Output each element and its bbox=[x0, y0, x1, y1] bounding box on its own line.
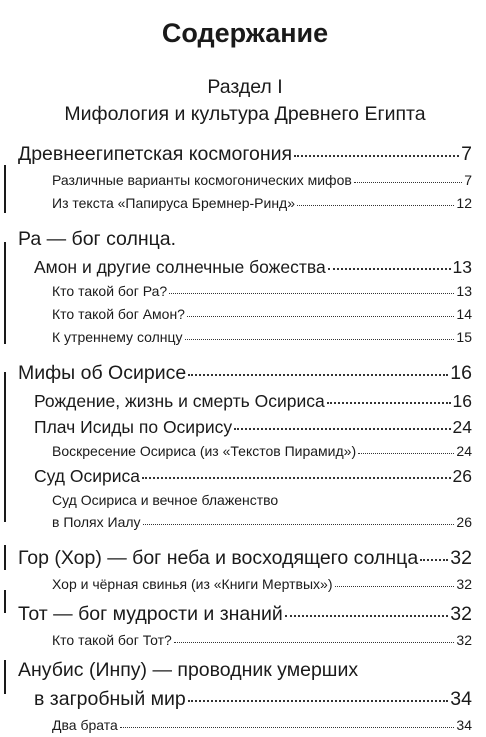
toc-entry-label: Кто такой бог Тот? bbox=[52, 632, 172, 648]
toc-page-number: 13 bbox=[452, 257, 472, 277]
leader-dots bbox=[294, 155, 459, 157]
section-bracket bbox=[4, 590, 6, 613]
leader-dots bbox=[188, 374, 448, 376]
toc-page-number: 32 bbox=[450, 603, 472, 625]
section-bracket bbox=[4, 372, 6, 522]
toc-entry-label: Из текста «Папируса Бремнер-Ринд» bbox=[52, 195, 296, 211]
section-bracket bbox=[4, 242, 6, 344]
toc-entry-label: Воскресение Осириса (из «Текстов Пирамид») bbox=[52, 443, 357, 459]
toc-entry-label: Ра — бог солнца. bbox=[18, 228, 177, 250]
toc-page-number: 13 bbox=[456, 283, 472, 299]
toc-entry-label: Кто такой бог Амон? bbox=[52, 306, 185, 322]
toc-entry-isis-lament[interactable] bbox=[18, 414, 472, 440]
leader-dots bbox=[285, 615, 448, 617]
toc-entry-label: Хор и чёрная свинья (из «Книги Мертвых») bbox=[52, 576, 333, 592]
toc-entry-label: Анубис (Инпу) — проводник умерших bbox=[18, 659, 359, 681]
section-bracket bbox=[4, 165, 6, 213]
toc-entry-who-is-ra[interactable] bbox=[18, 280, 472, 303]
section-number: Раздел I bbox=[207, 76, 283, 98]
toc-entry-eternal-bliss[interactable] bbox=[18, 489, 472, 511]
toc-entry-osiris-myths[interactable] bbox=[18, 359, 472, 388]
toc-entry-who-is-amon[interactable] bbox=[18, 303, 472, 326]
toc-entry-label: в загробный мир bbox=[34, 688, 186, 710]
leader-dots bbox=[169, 293, 454, 294]
toc-entry-label: в Полях Иалу bbox=[52, 514, 141, 530]
toc-page-number: 26 bbox=[456, 514, 472, 530]
leader-dots bbox=[188, 700, 449, 702]
leader-dots bbox=[335, 586, 455, 587]
toc-entry-label: Рождение, жизнь и смерть Осириса bbox=[34, 391, 325, 411]
toc-entry-label: К утреннему солнцу bbox=[52, 329, 183, 345]
leader-dots bbox=[187, 316, 454, 317]
toc-entry-label: Различные варианты космогонических мифов bbox=[52, 172, 352, 188]
section-bracket bbox=[4, 660, 6, 694]
toc-entry-thoth[interactable] bbox=[18, 600, 472, 629]
leader-dots bbox=[358, 453, 454, 454]
toc-entry-horus[interactable] bbox=[18, 544, 472, 573]
toc-entry-label: Амон и другие солнечные божества bbox=[34, 257, 326, 277]
toc-entry-label: Гор (Хор) — бог неба и восходящего солнца bbox=[18, 547, 419, 569]
toc-page-number: 16 bbox=[452, 391, 472, 411]
toc-entry-label: Тот — бог мудрости и знаний bbox=[18, 603, 283, 625]
leader-dots bbox=[143, 524, 455, 525]
leader-dots bbox=[185, 339, 455, 340]
toc-entry-papyrus[interactable] bbox=[18, 192, 472, 215]
leader-dots bbox=[327, 402, 451, 404]
toc-page-number: 7 bbox=[464, 172, 472, 188]
leader-dots bbox=[328, 268, 451, 270]
toc-entry-morning-sun[interactable] bbox=[18, 326, 472, 349]
toc-entry-anubis[interactable] bbox=[18, 656, 472, 685]
toc-page-number: 26 bbox=[452, 466, 472, 486]
leader-dots bbox=[420, 559, 448, 561]
toc-page-number: 15 bbox=[456, 329, 472, 345]
toc-entry-label: Два брата bbox=[52, 717, 118, 733]
section-bracket bbox=[4, 545, 6, 570]
toc-page-number: 32 bbox=[456, 632, 472, 648]
toc-entry-fields-of-iaru[interactable] bbox=[18, 511, 472, 534]
toc-page-number: 34 bbox=[456, 717, 472, 733]
toc-entry-label: Суд Осириса и вечное блаженство bbox=[52, 492, 279, 508]
toc-entry-cosmogony[interactable] bbox=[18, 140, 472, 169]
toc-entry-osiris-life[interactable] bbox=[18, 388, 472, 414]
leader-dots bbox=[354, 182, 462, 183]
toc-entry-amon-solar[interactable] bbox=[18, 254, 472, 280]
toc-page-number: 16 bbox=[450, 362, 472, 384]
page-title: Содержание bbox=[161, 18, 329, 48]
toc-entry-label: Плач Исиды по Осирису bbox=[34, 417, 233, 437]
leader-dots bbox=[234, 428, 450, 430]
toc-entry-who-is-thoth[interactable] bbox=[18, 629, 472, 652]
toc-page-number: 7 bbox=[461, 143, 472, 165]
leader-dots bbox=[120, 727, 455, 728]
toc-entry-label: Кто такой бог Ра? bbox=[52, 283, 168, 299]
toc-entry-two-brothers[interactable] bbox=[18, 714, 472, 737]
leader-dots bbox=[142, 477, 451, 479]
table-of-contents bbox=[18, 140, 472, 737]
toc-page-number: 32 bbox=[450, 547, 472, 569]
section-header bbox=[18, 74, 472, 128]
toc-entry-osiris-judgment[interactable] bbox=[18, 463, 472, 489]
toc-entry-label: Древнеегипетская космогония bbox=[18, 143, 293, 165]
toc-entry-label: Суд Осириса bbox=[34, 466, 141, 486]
toc-entry-label: Мифы об Осирисе bbox=[18, 362, 187, 384]
leader-dots bbox=[174, 642, 455, 643]
leader-dots bbox=[297, 205, 454, 206]
toc-page-number: 14 bbox=[456, 306, 472, 322]
toc-page-number: 24 bbox=[456, 443, 472, 459]
toc-page-number: 12 bbox=[456, 195, 472, 211]
toc-entry-horus-black-pig[interactable] bbox=[18, 573, 472, 596]
toc-entry-cosmogony-variants[interactable] bbox=[18, 169, 472, 192]
toc-page-number: 24 bbox=[452, 417, 472, 437]
section-title: Мифология и культура Древнего Египта bbox=[64, 103, 426, 125]
toc-page-number: 34 bbox=[450, 688, 472, 710]
toc-entry-osiris-resurrection[interactable] bbox=[18, 440, 472, 463]
toc-page-number: 32 bbox=[456, 576, 472, 592]
toc-entry-ra[interactable] bbox=[18, 225, 472, 254]
